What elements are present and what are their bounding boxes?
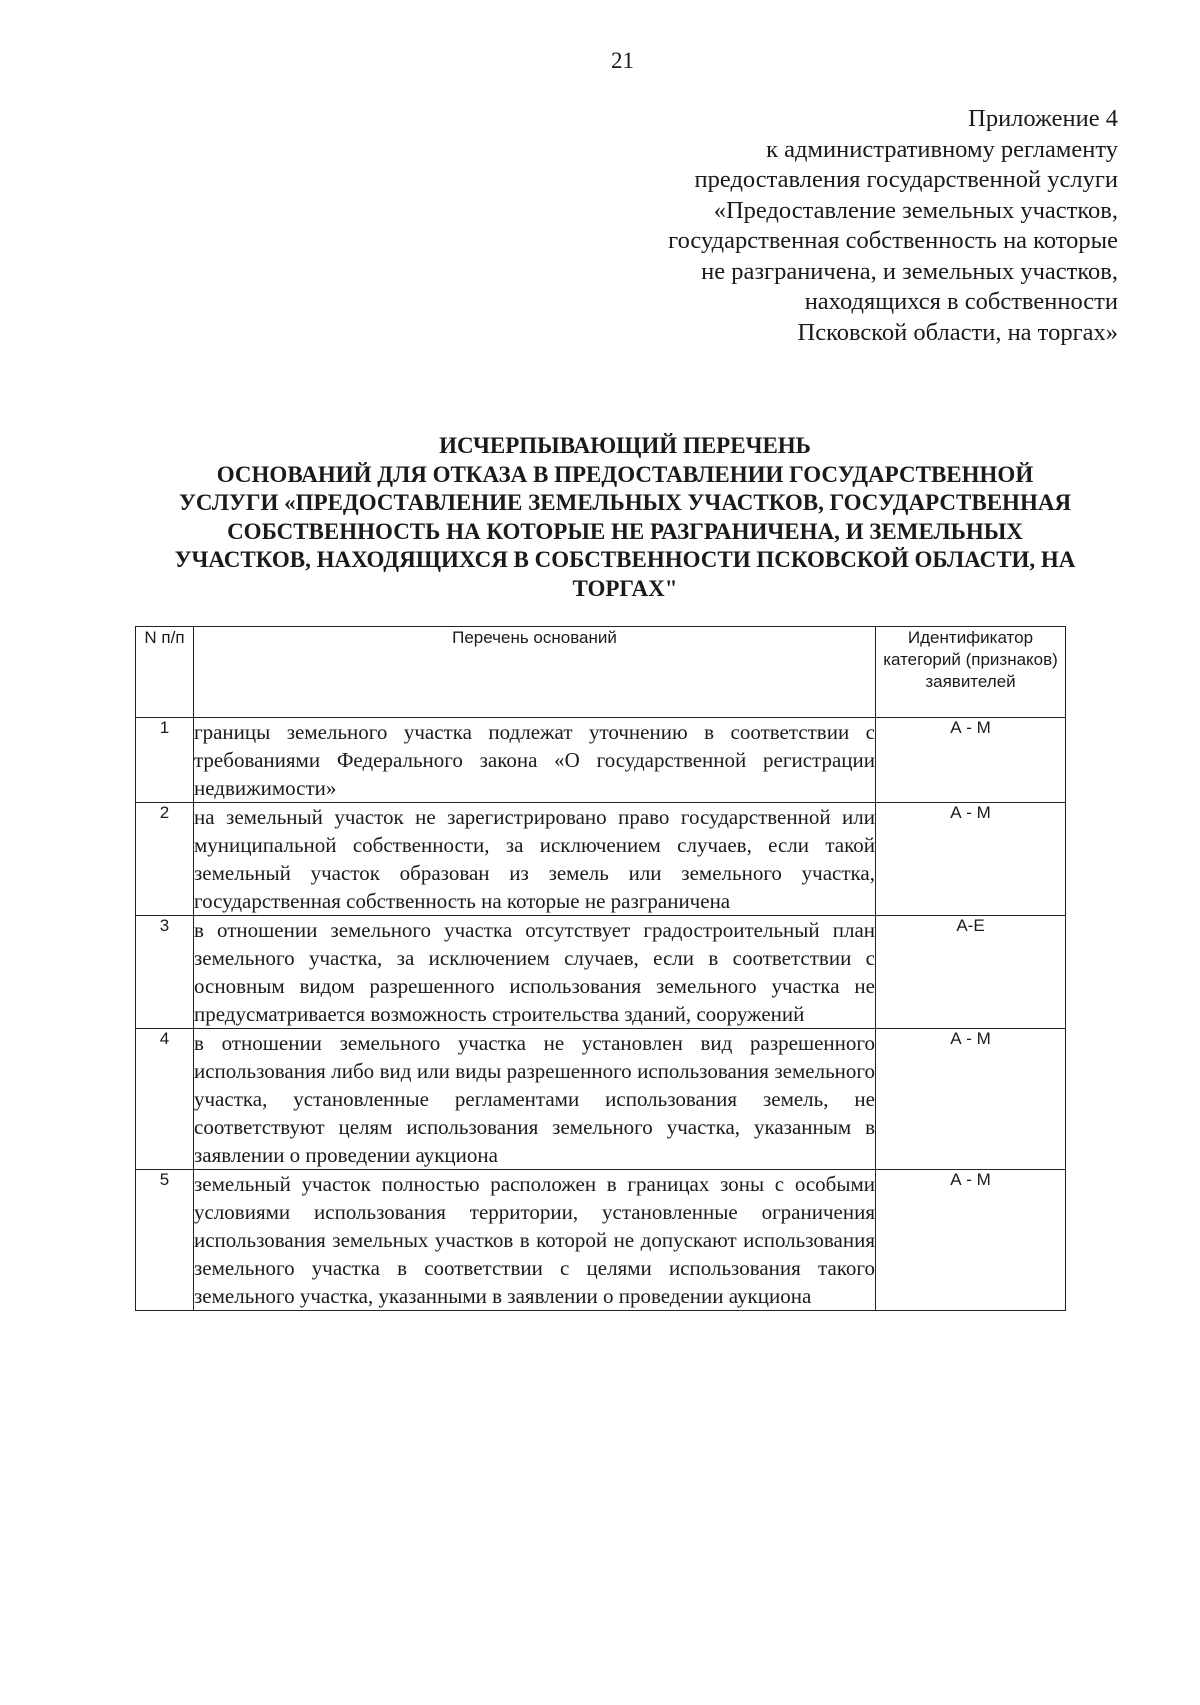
appendix-line: Приложение 4 (968, 105, 1118, 132)
row-ground-text: в отношении земельного участка отсутствует градостроительный план земельного участка, за исключением случаев, если в соответствии с основным видом разрешенного использования земельного участка не предусматривается возможность строительства зданий, сооружений (194, 916, 876, 1029)
title-line: УЧАСТКОВ, НАХОДЯЩИХСЯ В СОБСТВЕННОСТИ ПСКОВСКОЙ ОБЛАСТИ, НА (174, 547, 1076, 572)
row-ground-text: границы земельного участка подлежат уточнению в соответствии с требованиями Федерального закона «О государственной регистрации недвижимости» (194, 718, 876, 803)
row-ground-text: в отношении земельного участка не установлен вид разрешенного использования либо вид или виды разрешенного использования земельного участка, установленные регламентами использования земель, не соответствуют целям использования земельного участка, указанным в заявлении о проведении аукциона (194, 1029, 876, 1170)
row-identifier: А - М (876, 718, 1066, 803)
table-row (136, 803, 1066, 916)
table-row (136, 718, 1066, 803)
appendix-line: Псковской области, на торгах» (797, 318, 1118, 346)
row-number: 3 (136, 916, 194, 1029)
title-line: ОСНОВАНИЙ ДЛЯ ОТКАЗА В ПРЕДОСТАВЛЕНИИ ГОСУДАРСТВЕННОЙ (216, 461, 1034, 487)
title-line: СОБСТВЕННОСТЬ НА КОТОРЫЕ НЕ РАЗГРАНИЧЕНА, И ЗЕМЕЛЬНЫХ (227, 518, 1023, 544)
title-line: ТОРГАХ" (572, 575, 678, 601)
appendix-block (518, 104, 1118, 348)
row-identifier: А - М (876, 1029, 1066, 1170)
title-line: УСЛУГИ «ПРЕДОСТАВЛЕНИЕ ЗЕМЕЛЬНЫХ УЧАСТКОВ, ГОСУДАРСТВЕННАЯ (178, 490, 1072, 515)
row-identifier: А-Е (876, 916, 1066, 1029)
header-identifier: Идентификатор категорий (признаков) заявителей (876, 627, 1066, 718)
appendix-line: не разграничена, и земельных участков, (701, 257, 1118, 285)
row-ground-text: земельный участок полностью расположен в границах зоны с особыми условиями использования территории, установленные ограничения использования земельных участков в которой не допускают использования земельного участка в соответствии с целями использования такого земельного участка, указанными в заявлении о проведении аукциона (194, 1170, 876, 1311)
header-grounds: Перечень оснований (194, 627, 876, 718)
grounds-table (135, 626, 1066, 1311)
appendix-line: государственная собственность на которые (668, 227, 1118, 254)
title-line: ИСЧЕРПЫВАЮЩИЙ ПЕРЕЧЕНЬ (439, 433, 811, 458)
appendix-line: к административному регламенту (766, 135, 1118, 163)
appendix-line: «Предоставление земельных участков, (713, 196, 1118, 224)
document-title (120, 432, 1130, 603)
row-number: 1 (136, 718, 194, 803)
row-number: 2 (136, 803, 194, 916)
row-number: 5 (136, 1170, 194, 1311)
table-header-row (136, 627, 1066, 718)
table-row (136, 1170, 1066, 1311)
page-number: 21 (611, 48, 634, 73)
row-identifier: А - М (876, 1170, 1066, 1311)
appendix-line: предоставления государственной услуги (694, 166, 1118, 193)
row-number: 4 (136, 1029, 194, 1170)
header-num: N п/п (136, 627, 194, 718)
appendix-line: находящихся в собственности (804, 288, 1118, 315)
table-row (136, 916, 1066, 1029)
table-row (136, 1029, 1066, 1170)
row-identifier: А - М (876, 803, 1066, 916)
row-ground-text: на земельный участок не зарегистрировано право государственной или муниципальной собственности, за исключением случаев, если такой земельный участок образован из земель или земельного участка, государственная собственность на которые не разграничена (194, 803, 876, 916)
